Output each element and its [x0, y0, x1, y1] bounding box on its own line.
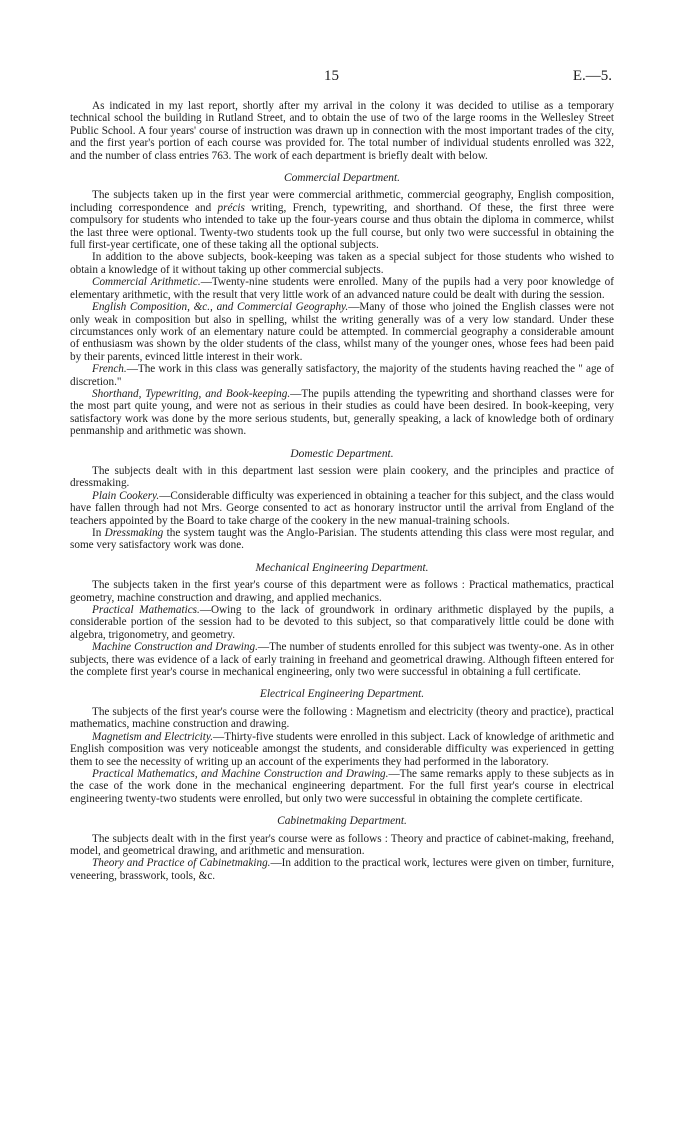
- text-run: —Owing to the lack of groundwork in ordinary arithmetic displayed by the pupils, a considerable portion of the session had to be devoted to this subject, so that comparatively little could be done with algebra, trigonometry, and geometry.: [70, 604, 614, 641]
- text-run: —Considerable difficulty was experienced in obtaining a teacher for this subject, and the class would have fallen through had not Mrs. George consented to act as honorary instructor until the arrival from England of the teachers appointed by the Board to take charge of the cookery in the new manual-training schools.: [70, 489, 614, 527]
- shorthand-paragraph: [70, 388, 614, 438]
- cabinetmaking-theory-paragraph: [70, 857, 614, 882]
- plain-cookery-paragraph: [70, 490, 614, 527]
- text-run: The subjects taken up in the first year were commercial arithmetic, commercial geography, English composition, including correspondence and: [70, 189, 614, 214]
- practical-mathematics-paragraph: [70, 604, 614, 641]
- intro-paragraph: As indicated in my last report, shortly after my arrival in the colony it was decided to utilise as a temporary technical school the building in Rutland Street, and to obtain the use of two of the large rooms in the Wellesley Street Public School. A four years' course of instruction was drawn up in connection with the most important trades of the city, and the first year's portion of each course was provided for. The total number of individual students enrolled was 322, and the number of class entries 763. The work of each department is briefly dealt with below.: [70, 100, 614, 162]
- electrical-heading: Electrical Engineering Department.: [259, 688, 425, 701]
- french-paragraph: [70, 363, 614, 388]
- italic-run: Theory and Practice of Cabinetmaking.: [92, 857, 271, 870]
- italic-run: Shorthand, Typewriting, and Book-keeping.: [92, 387, 291, 400]
- dressmaking-paragraph: [70, 527, 614, 552]
- italic-run: Practical Mathematics.: [92, 604, 200, 617]
- text-run: —The same remarks apply to these subjects as in the case of the work done in the mechanical engineering department. For the full first year's course in electrical engineering twenty-two students were enrolled, but only two were successful in obtaining the complete certificate.: [70, 767, 614, 805]
- text-run: In: [92, 527, 105, 539]
- english-composition-paragraph: [70, 301, 614, 363]
- mechanical-heading: Mechanical Engineering Department.: [255, 561, 429, 574]
- italic-run: Plain Cookery.: [92, 489, 160, 502]
- page-header: [0, 68, 700, 88]
- italic-run: Magnetism and Electricity.: [92, 730, 214, 743]
- document-code: E.—5.: [572, 68, 612, 84]
- text-run: —Twenty-nine students were enrolled. Many of the pupils had a very poor knowledge of elementary arithmetic, with the result that very little work of an advanced nature could be dealt with during the session.: [70, 276, 614, 301]
- text-run: writing, French, typewriting, and shorthand. Of these, the first three were compulsory for students who intended to take up the four-years course and thus obtain the diploma in commerce, whilst the last three were optional. Twenty-two students took up the full course, but only two were successful in obtaining the full first-year certificate, one of these taking all the optional subjects.: [70, 201, 615, 252]
- cabinetmaking-paragraph-1: The subjects dealt with in the first year's course were as follows : Theory and practice of cabinet-making, freehand, model, and geometrical drawing, and arithmetic and mensuration.: [70, 832, 614, 857]
- text-run: —The work in this class was generally satisfactory, the majority of the students having reached the " age of discretion.": [70, 363, 614, 388]
- document-body: [70, 100, 614, 882]
- text-run: —In addition to the practical work, lectures were given on timber, furniture, veneering, brasswork, tools, &c.: [70, 857, 615, 882]
- text-run: —The pupils attending the typewriting and shorthand classes were for the most part quite young, and were not as serious in their studies as could have been desired. In book-keeping, very satisfactory work was done by the more serious students, but, generally speaking, a lack of knowledge both of ordinary penmanship and arithmetic was shown.: [70, 387, 614, 438]
- italic-run: Machine Construction and Drawing.: [92, 641, 258, 654]
- mechanical-paragraph-1: The subjects taken in the first year's course of this department were as follows : Practical mathematics, practical geometry, machine construction and drawing, and applied mechanics.: [70, 579, 614, 604]
- cabinetmaking-heading: Cabinetmaking Department.: [277, 815, 407, 828]
- commercial-heading: Commercial Department.: [284, 172, 400, 185]
- italic-run: English Composition, &c., and Commercial Geography.: [92, 301, 349, 314]
- electrical-paragraph-1: The subjects of the first year's course were the following : Magnetism and electricity (theory and practice), practical mathematics, machine construction and drawing.: [70, 705, 614, 731]
- page-number: 15: [324, 68, 339, 84]
- text-run: —Thirty-five students were enrolled in this subject. Lack of knowledge of arithmetic and English composition was very noticeable amongst the students, and considerable difficulty was experienced in getting them to see the necessity of writing up an account of the experiments they had performed in the laboratory.: [70, 730, 614, 768]
- machine-construction-paragraph: [70, 641, 614, 678]
- text-run: —Many of those who joined the English classes were not only weak in composition but also in spelling, whilst the writing generally was of a very low standard. Under these circumstances only work of an elementary nature could be attempted. In commercial geography a considerable amount of enthusiasm was shown by the older students of the class, whilst many of the younger ones, whose fees had been paid by their parents, evinced little interest in their work.: [70, 301, 614, 363]
- magnetism-paragraph: [70, 731, 614, 768]
- italic-run: Dressmaking: [104, 527, 164, 539]
- commercial-paragraph-2: In addition to the above subjects, book-keeping was taken as a special subject for those students who wished to obtain a knowledge of it without taking up other commercial subjects.: [70, 251, 614, 276]
- italic-run: Commercial Arithmetic.: [92, 276, 201, 289]
- italic-run: Practical Mathematics, and Machine Construction and Drawing.: [92, 767, 389, 780]
- italic-run: French.: [92, 363, 127, 376]
- electrical-mathematics-paragraph: [70, 768, 614, 805]
- italic-run: précis: [217, 201, 245, 214]
- domestic-paragraph-1: The subjects dealt with in this department last session were plain cookery, and the principles and practice of dressmaking.: [70, 464, 614, 490]
- text-run: the system taught was the Anglo-Parisian. The students attending this class were most regular, and some very satisfactory work was done.: [70, 527, 614, 552]
- commercial-paragraph-1: [70, 189, 614, 251]
- text-run: —The number of students enrolled for this subject was twenty-one. As in other subjects, there was evidence of a lack of early training in freehand and geometrical drawing. Although fifteen entered for the complete first year's course in mechanical engineering, only two were successful in obtaining a full certificate.: [70, 641, 615, 679]
- domestic-heading: Domestic Department.: [290, 447, 394, 460]
- commercial-arithmetic-paragraph: [70, 276, 614, 301]
